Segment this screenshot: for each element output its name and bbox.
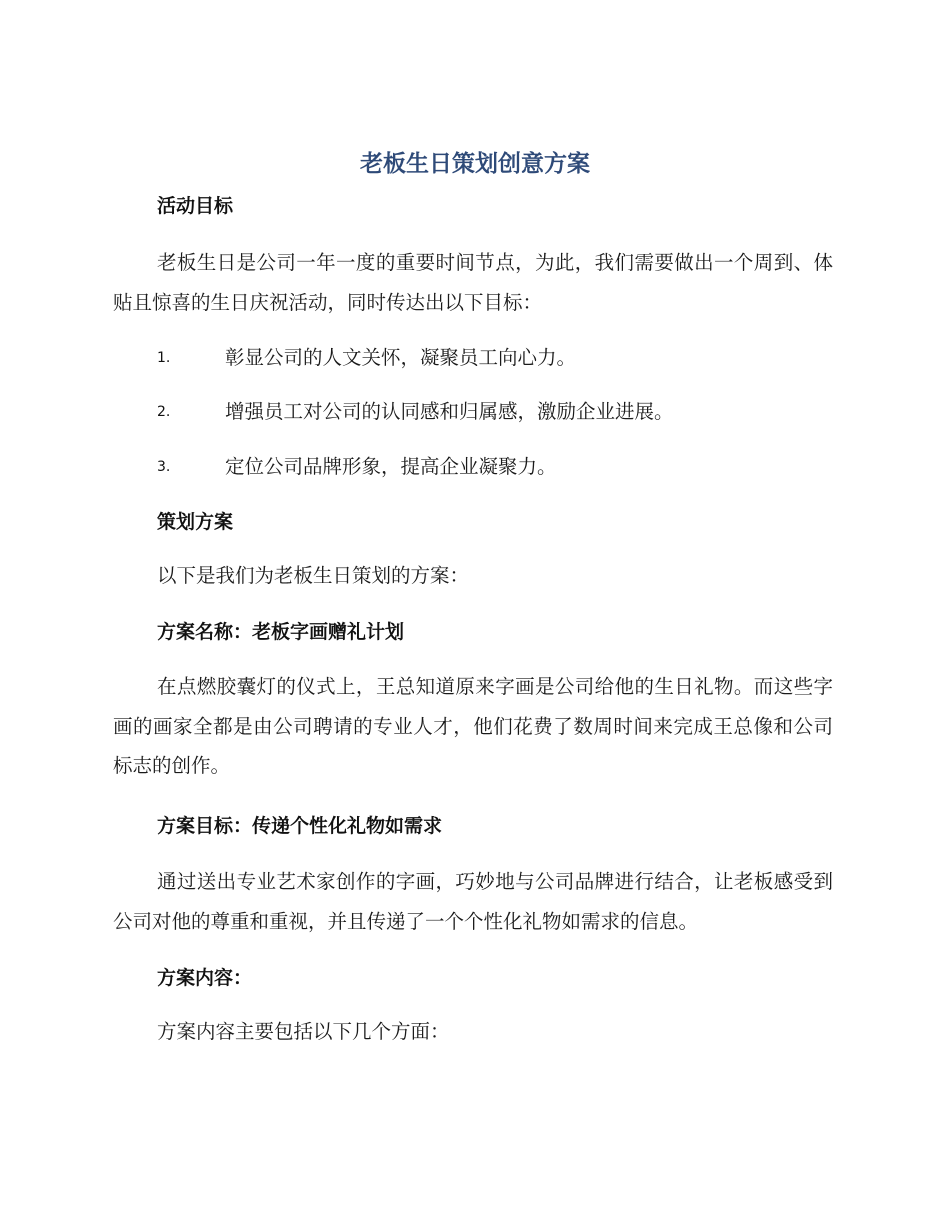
- goal-list-item: [157, 453, 857, 481]
- section-heading-goal: 活动目标: [157, 195, 234, 217]
- list-text: 彰显公司的人文关怀，凝聚员工向心力。: [225, 346, 577, 369]
- plan-goal-heading: 方案目标：传递个性化礼物如需求: [157, 815, 443, 837]
- document-title: 老板生日策划创意方案: [360, 151, 590, 177]
- goal-list-item: [157, 344, 857, 372]
- goal-intro-paragraph: 老板生日是公司一年一度的重要时间节点，为此，我们需要做出一个周到、体贴且惊喜的生日庆祝活动，同时传达出以下目标：: [113, 251, 833, 314]
- section-heading-plan: 策划方案: [157, 511, 234, 533]
- plan-name-paragraph: 在点燃胶囊灯的仪式上，王总知道原来字画是公司给他的生日礼物。而这些字画的画家全都是由公司聘请的专业人才，他们花费了数周时间来完成王总像和公司标志的创作。: [113, 675, 833, 777]
- list-number: 2.: [157, 404, 171, 420]
- plan-intro-text: 以下是我们为老板生日策划的方案：: [157, 564, 470, 587]
- list-number: 3.: [157, 459, 171, 475]
- plan-goal-paragraph: 通过送出专业艺术家创作的字画，巧妙地与公司品牌进行结合，让老板感受到公司对他的尊重和重视，并且传递了一个个性化礼物如需求的信息。: [113, 870, 833, 933]
- list-number: 1.: [157, 350, 171, 366]
- plan-content-intro: 方案内容主要包括以下几个方面：: [157, 1020, 450, 1043]
- plan-name-heading: 方案名称：老板字画赠礼计划: [157, 621, 405, 643]
- list-text: 定位公司品牌形象，提高企业凝聚力。: [225, 455, 557, 478]
- list-text: 增强员工对公司的认同感和归属感，激励企业进展。: [225, 400, 674, 423]
- plan-content-heading: 方案内容：: [157, 967, 253, 989]
- goal-list-item: [157, 398, 857, 426]
